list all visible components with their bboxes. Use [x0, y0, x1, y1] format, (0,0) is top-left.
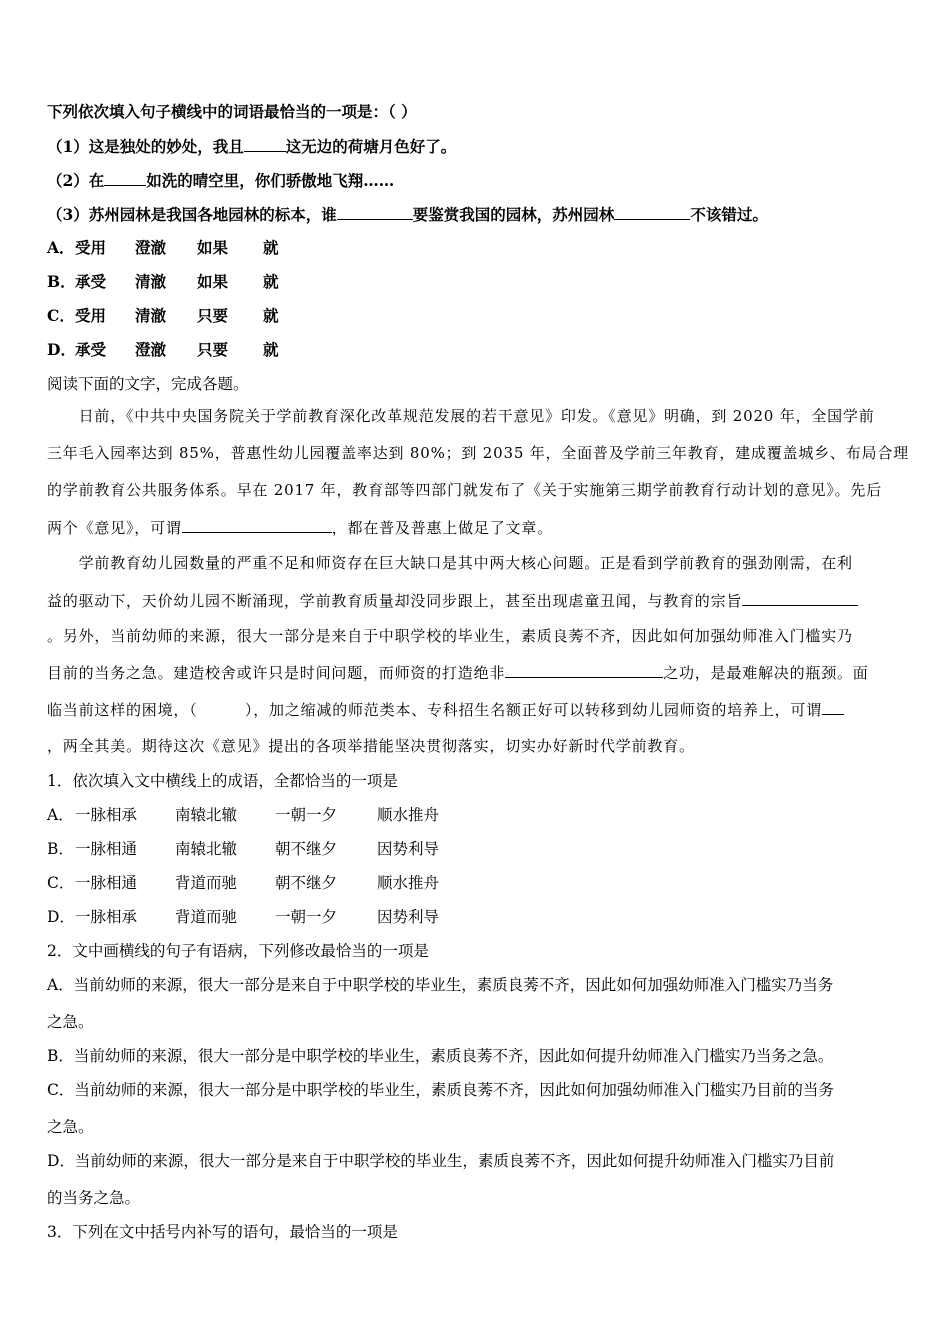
blank — [822, 699, 844, 715]
q2-option-d-cont: 的当务之急。 — [47, 1189, 141, 1207]
passage-line: 的学前教育公共服务体系。早在 2017 年，教育部等四部门就发布了《关于实施第三期学前教育行动计划的意见》。先后 — [47, 481, 883, 499]
q2-option-a: A．当前幼师的来源，很大一部分是来自于中职学校的毕业生，素质良莠不齐，因此如何加强幼师准入门槛实乃当务 — [47, 976, 834, 994]
passage-line: 三年毛入园率达到 85%，普惠性幼儿园覆盖率达到 80%；到 2035 年，全面普及学前三年教育，建成覆盖城乡、布局合理 — [47, 444, 909, 462]
option-c: C．受用 清澈 只要 就 — [47, 306, 279, 325]
q2-option-a-cont: 之急。 — [47, 1013, 94, 1031]
q2-stem: 2．文中画横线的句子有语病，下列修改最恰当的一项是 — [47, 942, 429, 960]
q1-stem: 1．依次填入文中横线上的成语，全都恰当的一项是 — [47, 772, 398, 790]
blank — [337, 204, 413, 220]
option-a: A．受用 澄澈 如果 就 — [47, 238, 279, 257]
q1-option-c: C．一脉相通 背道而驰 朝不继夕 顺水推舟 — [47, 874, 440, 892]
passage-line: 两个《意见》，可谓 ，都在普及普惠上做足了文章。 — [47, 519, 553, 537]
q2-option-d: D．当前幼师的来源，很大一部分是来自于中职学校的毕业生，素质良莠不齐，因此如何提升幼师准入门槛实乃目前 — [47, 1152, 835, 1170]
blank — [182, 517, 332, 533]
passage-line: 。另外，当前幼师的来源，很大一部分是来自于中职学校的毕业生，素质良莠不齐，因此如何加强幼师准入门槛实乃 — [47, 627, 853, 645]
passage-line: ，两全其美。期待这次《意见》提出的各项举措能坚决贯彻落实，切实办好新时代学前教育。 — [47, 737, 695, 755]
sentence-3: （3）苏州园林是我国各地园林的标本，谁 要鉴赏我国的园林，苏州园林 不该错过。 — [47, 205, 768, 224]
blank — [505, 662, 663, 678]
sentence-2: （2）在 如洗的晴空里，你们骄傲地飞翔…… — [47, 171, 395, 190]
question-stem: 下列依次填入句子横线中的词语最恰当的一项是：（ ） — [47, 102, 417, 121]
passage-line: 日前，《中共中央国务院关于学前教育深化改革规范发展的若干意见》印发。《意见》明确，到 2020 年，全国学前 — [47, 407, 875, 425]
q2-option-c-cont: 之急。 — [47, 1118, 94, 1136]
blank — [104, 170, 146, 186]
q2-option-b: B．当前幼师的来源，很大一部分是中职学校的毕业生，素质良莠不齐，因此如何提升幼师准入门槛实乃当务之急。 — [47, 1047, 834, 1065]
option-b: B．承受 清澈 如果 就 — [47, 272, 279, 291]
blank — [614, 204, 690, 220]
q3-stem: 3．下列在文中括号内补写的语句，最恰当的一项是 — [47, 1223, 398, 1241]
blank — [244, 136, 286, 152]
reading-intro: 阅读下面的文字，完成各题。 — [47, 375, 249, 393]
q1-option-b: B．一脉相通 南辕北辙 朝不继夕 因势利导 — [47, 840, 440, 858]
q1-option-d: D．一脉相承 背道而驰 一朝一夕 因势利导 — [47, 908, 440, 926]
q1-option-a: A．一脉相承 南辕北辙 一朝一夕 顺水推舟 — [47, 806, 440, 824]
option-d: D．承受 澄澈 只要 就 — [47, 340, 279, 359]
passage-line: 临当前这样的困境，（ ），加之缩减的师范类本、专科招生名额正好可以转移到幼儿园师资的培养上，可谓 — [47, 699, 844, 720]
passage-line: 学前教育幼儿园数量的严重不足和师资存在巨大缺口是其中两大核心问题。正是看到学前教育的强劲刚需，在利 — [47, 554, 853, 572]
sentence-1: （1）这是独处的妙处，我且 这无边的荷塘月色好了。 — [47, 137, 457, 156]
passage-line: 目前的当务之急。建造校舍或许只是时间问题，而师资的打造绝非 之功，是最难解决的瓶颈。面 — [47, 664, 869, 682]
q2-option-c: C．当前幼师的来源，很大一部分是中职学校的毕业生，素质良莠不齐，因此如何加强幼师准入门槛实乃目前的当务 — [47, 1081, 834, 1099]
blank — [742, 590, 858, 606]
passage-line: 益的驱动下，天价幼儿园不断涌现，学前教育质量却没同步跟上，甚至出现虐童丑闻，与教育的宗旨 — [47, 590, 858, 611]
